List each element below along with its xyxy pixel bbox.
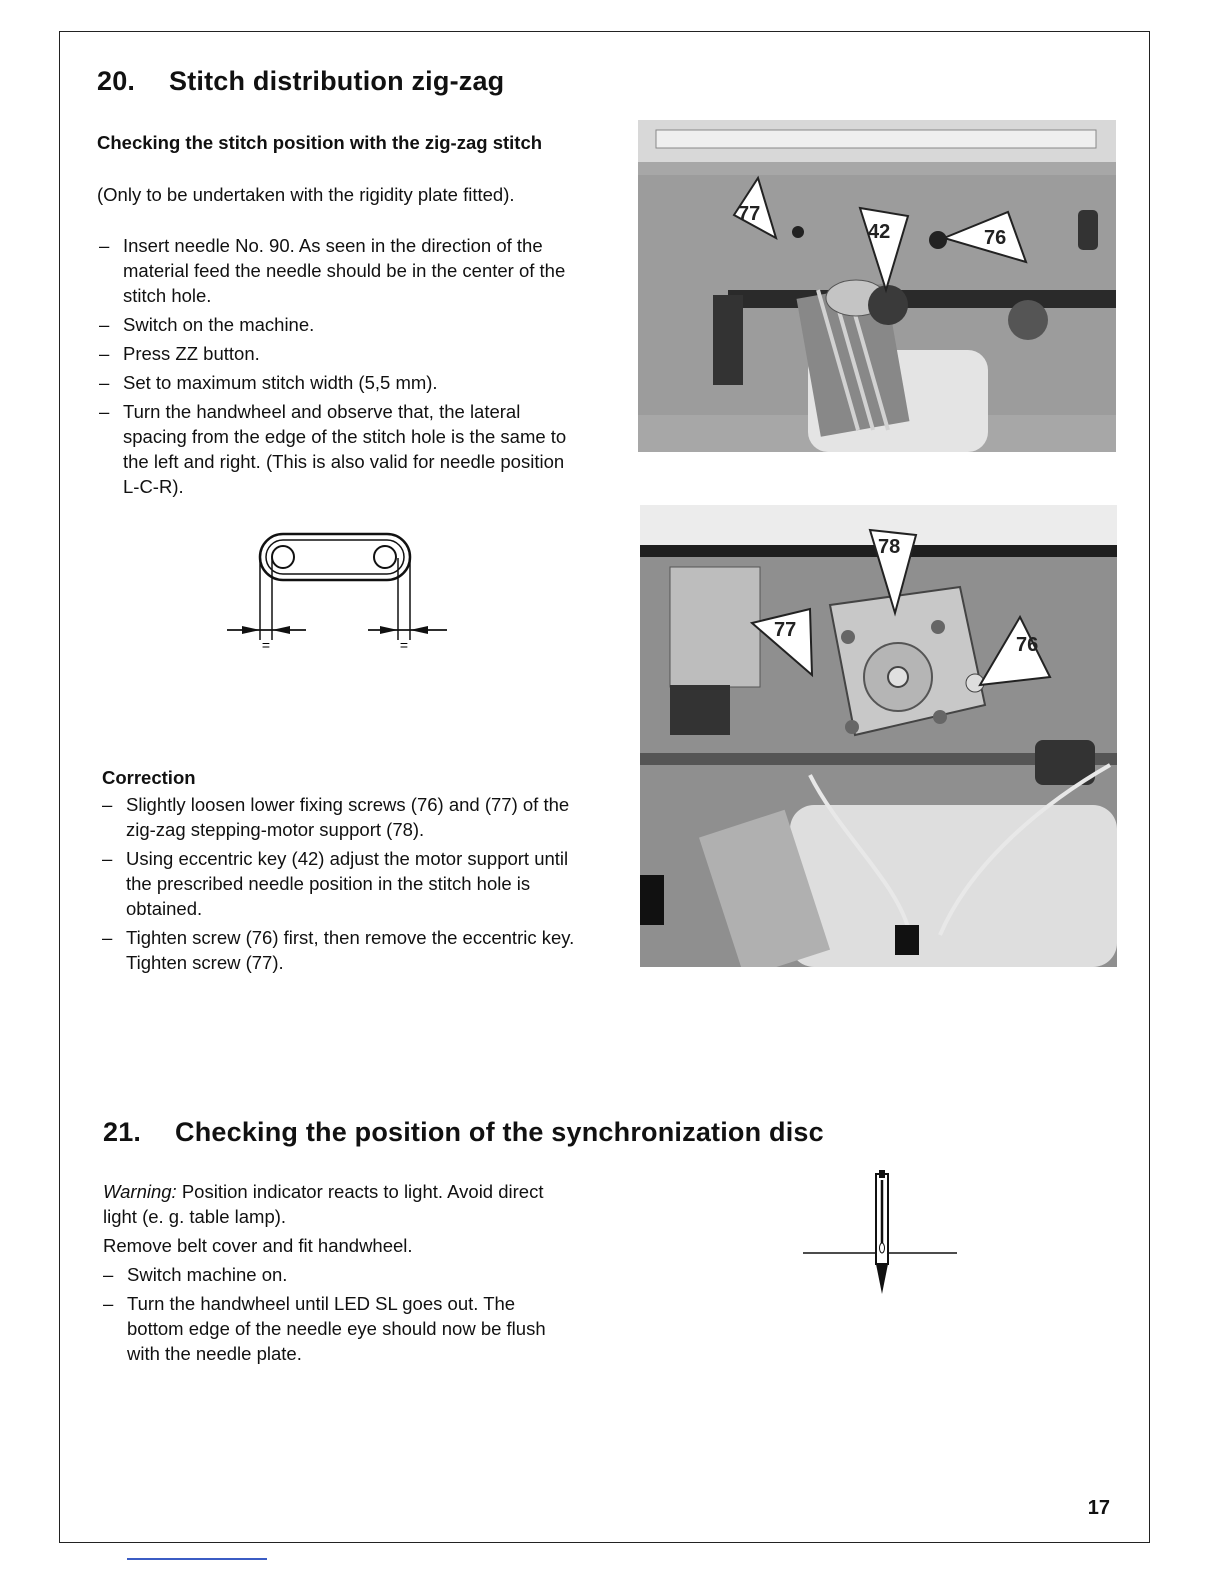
correction-step: – Tighten screw (76) first, then remove the eccentric key. Tighten screw (77). <box>102 925 580 975</box>
correction-heading: Correction <box>102 767 196 788</box>
sync-step: – Turn the handwheel until LED SL goes out. The bottom edge of the needle eye should now be flush with the needle plate. <box>103 1291 573 1366</box>
check-step: – Turn the handwheel and observe that, the lateral spacing from the edge of the stitch hole is the same to the left and right. (This is also valid for needle position L-C-R). <box>99 399 569 499</box>
check-step: – Insert needle No. 90. As seen in the direction of the material feed the needle should be in the center of the stitch hole. <box>99 233 569 308</box>
photo2-callout-77: 77 <box>774 619 797 641</box>
equal-mark-right: = <box>399 637 409 653</box>
stitch-hole-diagram <box>222 530 452 655</box>
footer-line <box>127 1558 267 1560</box>
photo1-callout-76: 76 <box>984 227 1007 249</box>
warning-label: Warning: <box>103 1181 177 1202</box>
mechanism-photo-bottom <box>640 505 1117 967</box>
check-subheading: Checking the stitch position with the zig-zag stitch <box>97 132 543 153</box>
photo1-callout-77: 77 <box>738 203 761 225</box>
photo2-callout-78: 78 <box>878 536 901 558</box>
equal-mark-left: = <box>261 637 271 653</box>
section-21-heading <box>103 1117 824 1148</box>
check-intro: (Only to be undertaken with the rigidity plate fitted). <box>97 184 515 205</box>
photo1-callout-42: 42 <box>868 221 891 243</box>
needle-right-position <box>374 546 396 568</box>
section-21-number: 21. <box>103 1117 142 1147</box>
page-number: 17 <box>1087 1497 1110 1519</box>
needle-left-position <box>272 546 294 568</box>
warning-paragraph <box>103 1179 573 1229</box>
section-21-title: Checking the position of the synchronization disc <box>175 1117 824 1147</box>
check-step: – Set to maximum stitch width (5,5 mm). <box>99 370 569 395</box>
correction-steps-list <box>102 792 580 979</box>
section-20-heading <box>97 66 504 97</box>
check-steps-list <box>99 233 569 503</box>
check-step: – Switch on the machine. <box>99 312 569 337</box>
warning-text: Position indicator reacts to light. Avoid direct light (e. g. table lamp). <box>103 1181 544 1227</box>
belt-cover-line: Remove belt cover and fit handwheel. <box>103 1235 413 1256</box>
correction-step: – Slightly loosen lower fixing screws (76) and (77) of the zig-zag stepping-motor support (78). <box>102 792 580 842</box>
section-20-number: 20. <box>97 66 136 96</box>
needle-plate-diagram <box>800 1168 960 1298</box>
photo2-callout-76: 76 <box>1016 634 1039 656</box>
sync-step: – Switch machine on. <box>103 1262 573 1287</box>
mechanism-photo-top <box>638 120 1116 452</box>
section-20-title: Stitch distribution zig-zag <box>169 66 505 96</box>
sync-steps-list <box>103 1262 573 1370</box>
correction-step: – Using eccentric key (42) adjust the motor support until the prescribed needle position in the stitch hole is obtained. <box>102 846 580 921</box>
check-step: – Press ZZ button. <box>99 341 569 366</box>
